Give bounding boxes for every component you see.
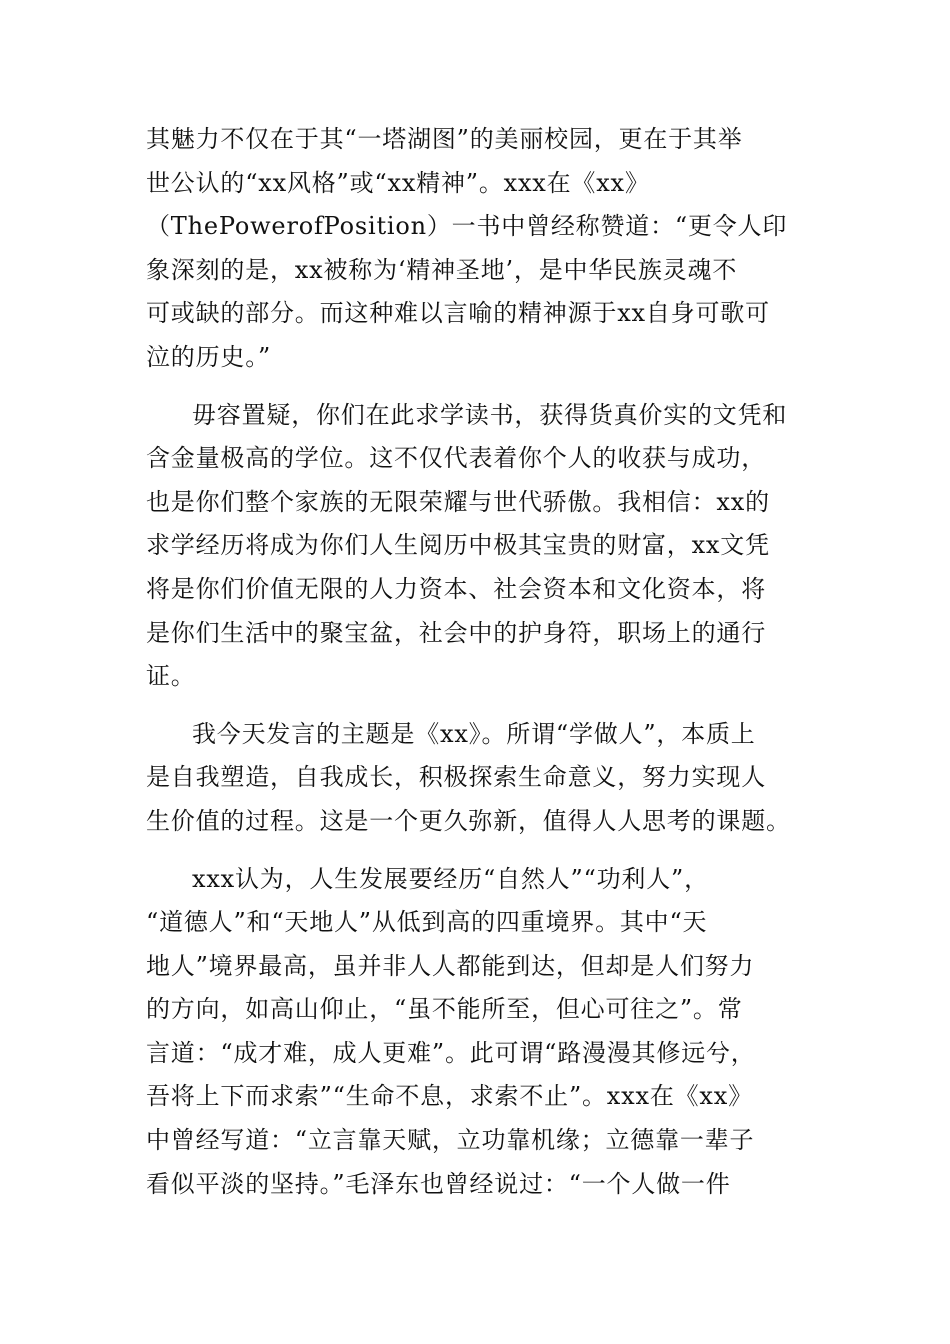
paragraph-3 — [146, 713, 806, 844]
paragraph-1 — [146, 118, 806, 380]
paragraph-line: 吾将上下而求索”“生命不息，求索不止”。xxx在《xx》 — [146, 1082, 753, 1111]
paragraph-line: （ThePowerofPosition）一书中曾经称赞道：“更令人印 — [146, 212, 788, 241]
paragraph-line: 象深刻的是，xx被称为‘精神圣地’，是中华民族灵魂不 — [146, 255, 738, 284]
paragraph-line: 将是你们价值无限的人力资本、社会资本和文化资本，将 — [146, 574, 766, 603]
paragraph-line: 是自我塑造，自我成长，积极探索生命意义，努力实现人 — [146, 763, 766, 792]
paragraph-4 — [146, 858, 806, 1207]
paragraph-line: 含金量极高的学位。这不仅代表着你个人的收获与成功， — [146, 444, 766, 473]
paragraph-line: 言道：“成才难，成人更难”。此可谓“路漫漫其修远兮， — [146, 1038, 756, 1067]
paragraph-line: “道德人”和“天地人”从低到高的四重境界。其中“天 — [146, 908, 708, 937]
document-page — [146, 118, 806, 1220]
paragraph-line: 可或缺的部分。而这种难以言喻的精神源于xx自身可歌可 — [146, 299, 770, 328]
paragraph-line: 看似平淡的坚持。”毛泽东也曾经说过：“一个人做一件 — [146, 1169, 731, 1198]
paragraph-line: 地人”境界最高，虽并非人人都能到达，但却是人们努力 — [146, 951, 755, 980]
paragraph-line: 世公认的“xx风格”或“xx精神”。xxx在《xx》 — [146, 168, 650, 197]
paragraph-line: 的方向，如高山仰止，“虽不能所至，但心可往之”。常 — [146, 995, 743, 1024]
paragraph-line: xxx认为，人生发展要经历“自然人”“功利人”， — [192, 864, 709, 893]
paragraph-2 — [146, 394, 806, 699]
paragraph-line: 毋容置疑，你们在此求学读书，获得货真价实的文凭和 — [192, 400, 788, 429]
paragraph-line: 求学经历将成为你们人生阅历中极其宝贵的财富，xx文凭 — [146, 531, 770, 560]
paragraph-line: 证。 — [146, 662, 196, 691]
paragraph-line: 是你们生活中的聚宝盆，社会中的护身符，职场上的通行 — [146, 618, 766, 647]
paragraph-line: 生价值的过程。这是一个更久弥新，值得人人思考的课题。 — [146, 806, 791, 835]
paragraph-line: 中曾经写道：“立言靠天赋，立功靠机缘；立德靠一辈子 — [146, 1126, 755, 1155]
paragraph-line: 其魅力不仅在于其“一塔湖图”的美丽校园，更在于其举 — [146, 125, 743, 153]
paragraph-line: 也是你们整个家族的无限荣耀与世代骄傲。我相信：xx的 — [146, 487, 770, 516]
paragraph-line: 我今天发言的主题是《xx》。所谓“学做人”，本质上 — [192, 719, 756, 748]
paragraph-line: 泣的历史。” — [146, 342, 272, 371]
